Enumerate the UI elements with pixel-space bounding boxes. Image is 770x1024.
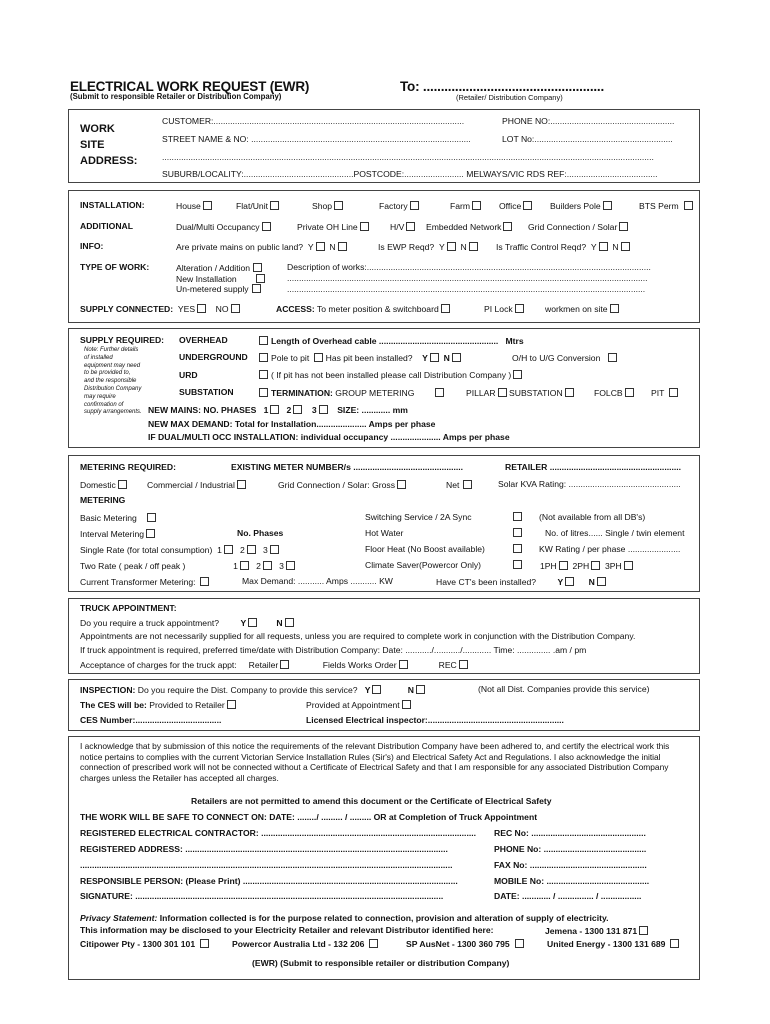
two-rate-3-checkbox[interactable]	[286, 561, 295, 570]
urd-note-checkbox[interactable]	[513, 370, 522, 379]
traffic-yes-checkbox[interactable]	[599, 242, 608, 251]
truck-info-line: Appointments are not necessarily supplied for all requests, unless you are required to complete work in conjunction with the Distribution Company.	[80, 631, 636, 641]
customer-field[interactable]: CUSTOMER:.........................................................................................................	[162, 116, 465, 126]
max-demand-field[interactable]: Max Demand: ........... Amps ........... KW	[242, 576, 393, 586]
pi-lock-row[interactable]: PI Lock	[484, 304, 524, 315]
worksite-label: WORK SITE ADDRESS:	[80, 123, 138, 167]
mobile-no-field[interactable]: MOBILE No: ...........................................	[494, 876, 650, 886]
single-rate-3-checkbox[interactable]	[270, 545, 279, 554]
shop-checkbox[interactable]	[334, 201, 343, 210]
existing-meter-field[interactable]: EXISTING METER NUMBER/s ..............................................	[231, 462, 464, 472]
united-checkbox[interactable]	[670, 939, 679, 948]
signature-field[interactable]: SIGNATURE: .................................................................................................................................	[80, 891, 444, 901]
hot-water-row[interactable]: Hot Water	[365, 528, 404, 538]
truck-label: TRUCK APPOINTMENT:	[80, 603, 177, 613]
group-metering-checkbox[interactable]	[435, 388, 444, 397]
type-of-work-label: TYPE OF WORK:	[80, 262, 150, 272]
switching-checkbox[interactable]	[513, 512, 522, 521]
floor-heat-checkbox[interactable]	[513, 544, 522, 553]
ces-retailer-checkbox[interactable]	[227, 700, 236, 709]
pit-row[interactable]: PIT	[651, 388, 678, 399]
ewp-no-checkbox[interactable]	[469, 242, 478, 251]
inspection-yes-checkbox[interactable]	[372, 685, 381, 694]
ct-metering-row: Current Transformer Metering:	[80, 577, 209, 588]
opt-commercial[interactable]: Commercial / Industrial	[147, 480, 246, 491]
declaration-text: I acknowledge that by submission of this notice the requirements of the relevant Distribution Company have been adhered to, and certify the electrical work this notice pertains to complies with the current Victorian Service Installation Rules (Sir's) and Electrical Safety Act and Regulations. I also acknowledge the initial connection of prescribed work will not be connected without a Certificate of Electrical Safety and that I am responsible for any associated Distribution Company charges unless the Retailer has accepted all charges.	[80, 741, 670, 783]
dual-multi-row[interactable]: IF DUAL/MULTI OCC INSTALLATION: individual occupancy ..................... Amps per phase	[148, 432, 510, 442]
interval-metering-row[interactable]: Interval Metering	[80, 529, 155, 540]
opt-farm[interactable]: Farm	[450, 201, 481, 212]
installation-label: INSTALLATION:	[80, 200, 145, 210]
dual-multi-checkbox[interactable]	[262, 222, 271, 231]
opt-house[interactable]: House	[176, 201, 212, 212]
form-subtitle: (Submit to responsible Retailer or Distribution Company)	[70, 92, 282, 101]
opt-embedded[interactable]: Embedded Network	[426, 222, 512, 233]
type-of-work-options	[176, 263, 265, 295]
private-mains-yes-checkbox[interactable]	[316, 242, 325, 251]
overhead-checkbox[interactable]	[259, 336, 268, 345]
private-mains-no-checkbox[interactable]	[338, 242, 347, 251]
opt-bts-perm[interactable]: BTS Perm	[639, 201, 693, 212]
metering-label: METERING	[80, 495, 126, 505]
supply-note: Note: Further details of installed equipment may need to be provided to, and the responsible Distribution Company may require confirmation of supply arrangements.	[84, 347, 142, 416]
commercial-checkbox[interactable]	[237, 480, 246, 489]
citipower-option[interactable]: Citipower Pty - 1300 301 101	[80, 939, 209, 950]
opt-builders-pole[interactable]: Builders Pole	[550, 201, 612, 212]
ces-appointment-checkbox[interactable]	[402, 700, 411, 709]
truck-date-time-field[interactable]: If truck appointment is required, preferred time/date with Distribution Company: Date: .........../.........../............ Time: .............. .am / pm	[80, 645, 587, 655]
truck-yes-checkbox[interactable]	[248, 618, 257, 627]
access-row: ACCESS: To meter position & switchboard	[276, 304, 450, 315]
privacy-statement: Privacy Statement: Information collected is for the purpose related to connection, provision and alteration of supply of electricity.	[80, 913, 609, 923]
ct-yes-checkbox[interactable]	[565, 577, 574, 586]
phone-field[interactable]: PHONE NO:....................................................	[502, 116, 675, 126]
bts-perm-checkbox[interactable]	[684, 201, 693, 210]
underground-row: Pole to pit Has pit been installed? Y N	[259, 353, 461, 364]
opt-net[interactable]: Net	[446, 480, 472, 491]
solar-kva-field[interactable]: Solar KVA Rating: ...............................................	[498, 479, 681, 489]
truck-rec-checkbox[interactable]	[459, 660, 468, 669]
powercor-option[interactable]: Powercor Australia Ltd - 132 206	[232, 939, 378, 950]
opt-hv[interactable]: H/V	[390, 222, 415, 233]
truck-question-row: Do you require a truck appointment? Y N	[80, 618, 294, 629]
suburb-field[interactable]: SUBURB/LOCALITY:..............................................POSTCODE:......................... MELWAYS/VIC RDS REF:......................................	[162, 169, 658, 179]
2ph-checkbox[interactable]	[591, 561, 600, 570]
truck-acceptance-row: Acceptance of charges for the truck appt: Retailer Fields Works Order REC	[80, 660, 468, 671]
disclosed-text: This information may be disclosed to your Electricity Retailer and relevant Distributor identified here:	[80, 925, 494, 935]
embedded-checkbox[interactable]	[503, 222, 512, 231]
climate-saver-checkbox-wrap	[513, 560, 522, 571]
opt-grid-solar[interactable]: Grid Connection / Solar	[528, 222, 628, 233]
two-rate-2-checkbox[interactable]	[263, 561, 272, 570]
date-field[interactable]: DATE: ............ / ............... / .................	[494, 891, 642, 901]
truck-no-checkbox[interactable]	[285, 618, 294, 627]
have-ct-row: Have CT's been installed? Y N	[436, 577, 606, 588]
description-line3[interactable]: ......................................................................................................................................................	[287, 284, 646, 294]
opt-grid-gross[interactable]: Grid Connection / Solar: Gross	[278, 480, 406, 491]
domestic-checkbox[interactable]	[118, 480, 127, 489]
ces-row: The CES will be: Provided to Retailer	[80, 700, 236, 711]
folcb-checkbox[interactable]	[625, 388, 634, 397]
litres-field[interactable]: No. of litres...... Single / twin element	[545, 528, 685, 538]
phase2-checkbox[interactable]	[293, 405, 302, 414]
3ph-checkbox[interactable]	[624, 561, 633, 570]
supply-connected-row: SUPPLY CONNECTED: YES NO	[80, 304, 240, 315]
private-mains-question: Are private mains on public land? Y N	[176, 242, 347, 253]
alteration-checkbox[interactable]	[253, 263, 262, 272]
basic-metering-row[interactable]: Basic Metering	[80, 513, 156, 524]
supply-required-label: SUPPLY REQUIRED:	[80, 335, 165, 345]
additional-label: ADDITIONAL	[80, 221, 133, 231]
form-footer: (EWR) (Submit to responsible retailer or distribution Company)	[252, 958, 510, 968]
kw-rating-field[interactable]: KW Rating / per phase ......................	[539, 544, 681, 554]
phase-options-row: 1PH 2PH 3PH	[540, 561, 633, 572]
opt-private-oh[interactable]: Private OH Line	[297, 222, 369, 233]
floor-heat-checkbox-wrap	[513, 544, 522, 555]
builders-pole-checkbox[interactable]	[603, 201, 612, 210]
powercor-checkbox[interactable]	[369, 939, 378, 948]
inspection-note: (Not all Dist. Companies provide this service)	[478, 684, 650, 694]
hv-checkbox[interactable]	[406, 222, 415, 231]
contractor-field[interactable]: REGISTERED ELECTRICAL CONTRACTOR: ..........................................................................................	[80, 828, 476, 838]
supply-no-checkbox[interactable]	[231, 304, 240, 313]
office-checkbox[interactable]	[523, 201, 532, 210]
underground-label: UNDERGROUND	[179, 352, 248, 362]
single-rate-1-checkbox[interactable]	[224, 545, 233, 554]
switching-row[interactable]: Switching Service / 2A Sync	[365, 512, 472, 522]
ou-conversion-checkbox[interactable]	[608, 353, 617, 362]
opt-unmetered[interactable]: Un-metered supply	[176, 284, 265, 295]
new-max-demand-row[interactable]: NEW MAX DEMAND: Total for Installation..................... Amps per phase	[148, 419, 436, 429]
info-label: INFO:	[80, 241, 104, 251]
two-rate-1-checkbox[interactable]	[240, 561, 249, 570]
flat-unit-checkbox[interactable]	[270, 201, 279, 210]
pillar-checkbox[interactable]	[498, 388, 507, 397]
two-rate-row: Two Rate ( peak / off peak ) 1 2 3	[80, 561, 295, 572]
termination-row: TERMINATION: GROUP METERING	[259, 388, 414, 399]
floor-heat-row[interactable]: Floor Heat (No Boost available)	[365, 544, 485, 554]
truck-retailer-checkbox[interactable]	[280, 660, 289, 669]
substation-opt-checkbox[interactable]	[565, 388, 574, 397]
basic-metering-checkbox[interactable]	[147, 513, 156, 522]
pit-checkbox[interactable]	[669, 388, 678, 397]
pole-to-pit-checkbox[interactable]	[314, 353, 323, 362]
description-line2[interactable]: .......................................................................................................................................................	[287, 273, 648, 283]
description-field[interactable]: Description of works:.......................................................................................................................	[287, 262, 651, 272]
traffic-question: Is Traffic Control Reqd? Y N	[496, 242, 630, 253]
ou-conversion-row[interactable]: O/H to U/G Conversion	[512, 353, 617, 364]
ausnet-option[interactable]: SP AusNet - 1300 360 795	[406, 939, 524, 950]
traffic-no-checkbox[interactable]	[621, 242, 630, 251]
workmen-checkbox[interactable]	[610, 304, 619, 313]
opt-factory[interactable]: Factory	[379, 201, 419, 212]
urd-checkbox[interactable]	[259, 370, 268, 379]
to-subtitle: (Retailer/ Distribution Company)	[456, 93, 563, 102]
truck-fields-works-checkbox[interactable]	[399, 660, 408, 669]
form-title: ELECTRICAL WORK REQUEST (EWR)	[70, 79, 310, 94]
single-rate-row: Single Rate (for total consumption) 1 2 3	[80, 545, 279, 556]
grid-solar-checkbox[interactable]	[619, 222, 628, 231]
house-checkbox[interactable]	[203, 201, 212, 210]
hot-water-checkbox[interactable]	[513, 528, 522, 537]
rec-no-field[interactable]: REC No: ................................................	[494, 828, 646, 838]
substation-checkbox[interactable]	[259, 388, 268, 397]
pit-installed-no-checkbox[interactable]	[452, 353, 461, 362]
pi-lock-checkbox[interactable]	[515, 304, 524, 313]
jemena-checkbox[interactable]	[639, 926, 648, 935]
registered-address-field[interactable]: REGISTERED ADDRESS: ..............................................................................................................	[80, 844, 448, 854]
united-option[interactable]: United Energy - 1300 131 689	[547, 939, 679, 950]
retailer-field[interactable]: RETAILER .......................................................	[505, 462, 682, 472]
pillar-row: PILLAR SUBSTATION	[435, 388, 574, 399]
no-phases-label: No. Phases	[237, 528, 284, 538]
phase1-checkbox[interactable]	[270, 405, 279, 414]
jemena-option[interactable]: Jemena - 1300 131 871	[545, 926, 648, 937]
opt-dual-multi[interactable]: Dual/Multi Occupancy	[176, 222, 271, 233]
1ph-checkbox[interactable]	[559, 561, 568, 570]
interval-metering-checkbox[interactable]	[146, 529, 155, 538]
overhead-length-row: Length of Overhead cable .................................................. Mtrs	[259, 336, 524, 347]
ct-metering-checkbox[interactable]	[200, 577, 209, 586]
inspection-no-checkbox[interactable]	[416, 685, 425, 694]
unmetered-checkbox[interactable]	[252, 284, 261, 293]
underground-checkbox[interactable]	[259, 353, 268, 362]
grid-gross-checkbox[interactable]	[397, 480, 406, 489]
phone-no-field[interactable]: PHONE No: ...........................................	[494, 844, 647, 854]
retailers-note: Retailers are not permitted to amend this document or the Certificate of Electrical Safety	[191, 796, 552, 806]
to-field[interactable]: To: ...................................................	[400, 79, 605, 94]
folcb-row[interactable]: FOLCB	[594, 388, 634, 399]
pit-installed-yes-checkbox[interactable]	[430, 353, 439, 362]
fax-no-field[interactable]: FAX No: .................................................	[494, 860, 647, 870]
opt-flat-unit[interactable]: Flat/Unit	[236, 201, 279, 212]
opt-domestic[interactable]: Domestic	[80, 480, 127, 491]
opt-shop[interactable]: Shop	[312, 201, 343, 212]
opt-office[interactable]: Office	[499, 201, 532, 212]
factory-checkbox[interactable]	[410, 201, 419, 210]
opt-alteration[interactable]: Alteration / Addition	[176, 263, 265, 274]
climate-saver-row[interactable]: Climate Saver(Powercor Only)	[365, 560, 482, 570]
workmen-row[interactable]: workmen on site	[545, 304, 619, 315]
switching-checkbox-wrap	[513, 512, 522, 523]
overhead-label: OVERHEAD	[179, 335, 228, 345]
climate-saver-checkbox[interactable]	[513, 560, 522, 569]
ct-no-checkbox[interactable]	[597, 577, 606, 586]
licensed-inspector-field[interactable]: Licensed Electrical inspector:.........................................................	[306, 715, 564, 725]
ces-appointment-row[interactable]: Provided at Appointment	[306, 700, 411, 711]
new-install-checkbox[interactable]	[256, 274, 265, 283]
net-checkbox[interactable]	[463, 480, 472, 489]
address-line-field[interactable]: ..............................................................................................................................................................................................................	[162, 152, 654, 162]
address-line2-field[interactable]: ............................................................................................................................................................	[80, 860, 453, 870]
opt-new-install[interactable]: New Installation	[176, 274, 265, 285]
inspection-question-row: INSPECTION: Do you require the Dist. Company to provide this service? Y N	[80, 685, 425, 696]
phase3-checkbox[interactable]	[319, 405, 328, 414]
ausnet-checkbox[interactable]	[515, 939, 524, 948]
substation-label: SUBSTATION	[179, 387, 234, 397]
urd-row: ( If pit has not been installed please call Distribution Company )	[259, 370, 522, 381]
urd-label: URD	[179, 370, 198, 380]
ces-number-field[interactable]: CES Number:....................................	[80, 715, 222, 725]
farm-checkbox[interactable]	[472, 201, 481, 210]
ewp-question: Is EWP Reqd? Y N	[378, 242, 478, 253]
supply-yes-checkbox[interactable]	[197, 304, 206, 313]
new-mains-row: NEW MAINS: NO. PHASES 1 2 3 SIZE: ............ mm	[148, 405, 408, 415]
ewp-yes-checkbox[interactable]	[447, 242, 456, 251]
street-field[interactable]: STREET NAME & NO: ............................................................................................	[162, 134, 471, 144]
hot-water-checkbox-wrap	[513, 528, 522, 539]
safe-to-connect-field[interactable]: THE WORK WILL BE SAFE TO CONNECT ON: DATE: ......../ ......... / ......... OR at Completion of Truck Appointment	[80, 812, 538, 822]
citipower-checkbox[interactable]	[200, 939, 209, 948]
private-oh-checkbox[interactable]	[360, 222, 369, 231]
access-meter-checkbox[interactable]	[441, 304, 450, 313]
responsible-person-field[interactable]: RESPONSIBLE PERSON: (Please Print) ..........................................................................................	[80, 876, 458, 886]
metering-required-label: METERING REQUIRED:	[80, 462, 176, 472]
lot-field[interactable]: LOT No:..........................................................	[502, 134, 673, 144]
single-rate-2-checkbox[interactable]	[247, 545, 256, 554]
not-available-note: (Not available from all DB's)	[539, 512, 646, 522]
